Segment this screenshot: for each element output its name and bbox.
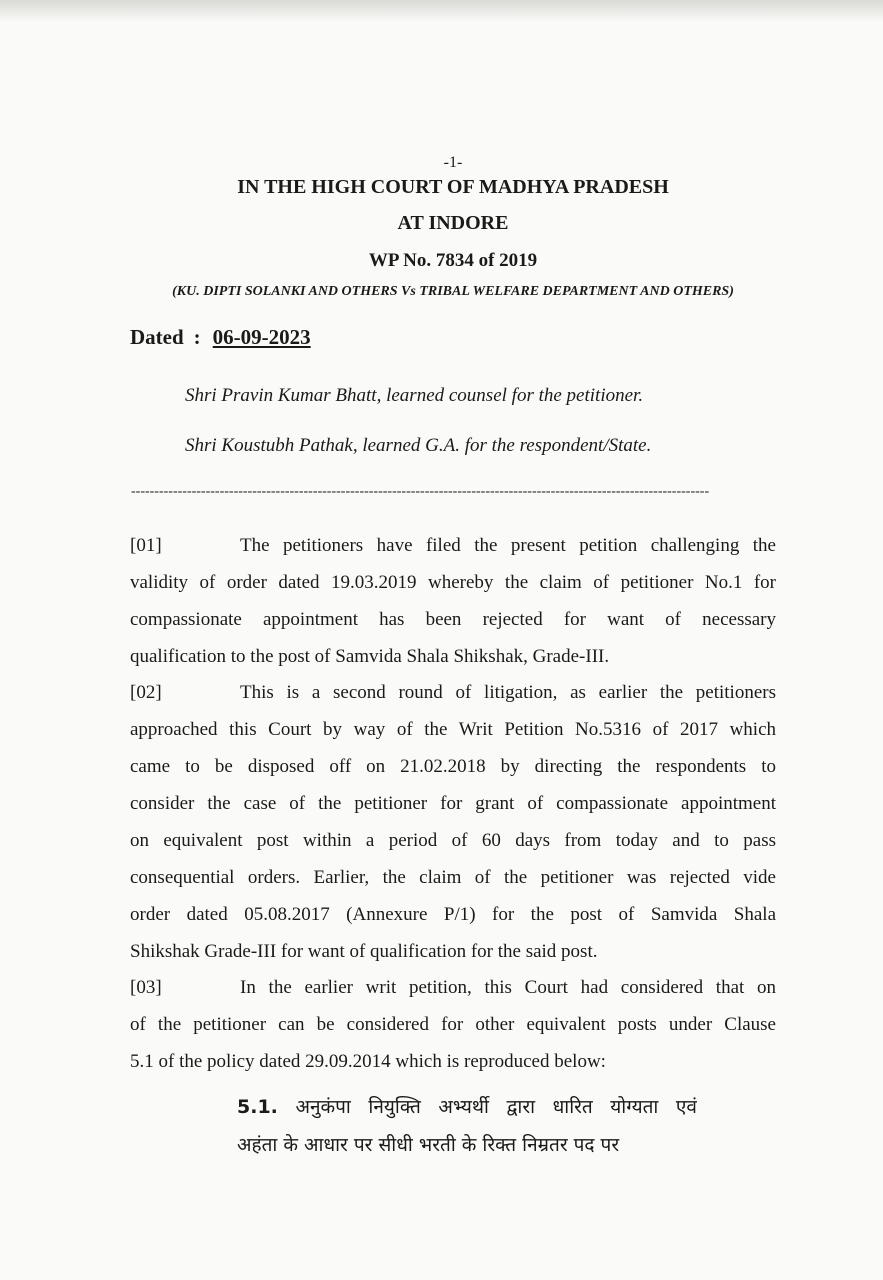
page-shadow-edge: [0, 0, 883, 22]
paragraph-line: compassionate appointment has been rejected for want of necessary: [130, 609, 776, 630]
policy-quote: [237, 1088, 697, 1164]
paragraph-02: [130, 674, 776, 970]
paragraph-number: [02]: [130, 682, 162, 703]
quote-line: अहंता के आधार पर सीधी भरती के रिक्त निम्रतर पद पर: [237, 1134, 620, 1156]
paragraph-line: The petitioners have filed the present petition challenging the: [240, 535, 776, 556]
order-date: 06-09-2023: [212, 325, 311, 349]
paragraph-line: order dated 05.08.2017 (Annexure P/1) for the post of Samvida Shala: [130, 904, 776, 925]
paragraph-line: on equivalent post within a period of 60 days from today and to pass: [130, 830, 776, 851]
paragraph-01: [130, 527, 776, 675]
court-title: IN THE HIGH COURT OF MADHYA PRADESH: [237, 176, 669, 198]
separator-line: ----------------------------------------------------------------------------------------------------------------------------: [131, 484, 710, 499]
bench-title: AT INDORE: [397, 212, 509, 234]
dated-colon: :: [193, 325, 201, 349]
paragraph-line: validity of order dated 19.03.2019 whereby the claim of petitioner No.1 for: [130, 572, 776, 593]
case-number: WP No. 7834 of 2019: [368, 250, 538, 271]
paragraph-line: consider the case of the petitioner for grant of compassionate appointment: [130, 793, 776, 814]
dated-label: Dated: [130, 325, 184, 349]
paragraph-line: consequential orders. Earlier, the claim of the petitioner was rejected vide: [130, 867, 776, 888]
paragraph-03: [130, 969, 776, 1080]
paragraph-line: In the earlier writ petition, this Court had considered that on: [240, 977, 776, 998]
paragraph-number: [03]: [130, 977, 162, 998]
case-parties: (KU. DIPTI SOLANKI AND OTHERS Vs TRIBAL WELFARE DEPARTMENT AND OTHERS): [172, 284, 734, 299]
paragraph-number: [01]: [130, 535, 162, 556]
clause-number: 5.1.: [237, 1096, 278, 1118]
dated-line: [130, 325, 311, 350]
page-number: -1-: [443, 154, 463, 171]
paragraph-line: approached this Court by way of the Writ Petition No.5316 of 2017 which: [130, 719, 776, 740]
quote-line: अनुकंपा नियुक्ति अभ्यर्थी द्वारा धारित योग्यता एवं: [295, 1096, 697, 1118]
counsel-respondent: Shri Koustubh Pathak, learned G.A. for the respondent/State.: [185, 435, 652, 456]
paragraph-line: came to be disposed off on 21.02.2018 by directing the respondents to: [130, 756, 776, 777]
counsel-petitioner: Shri Pravin Kumar Bhatt, learned counsel for the petitioner.: [185, 385, 644, 406]
paragraph-line: This is a second round of litigation, as earlier the petitioners: [240, 682, 776, 703]
paragraph-line: 5.1 of the policy dated 29.09.2014 which is reproduced below:: [130, 1051, 606, 1072]
paragraph-line: of the petitioner can be considered for other equivalent posts under Clause: [130, 1014, 776, 1035]
paragraph-line: qualification to the post of Samvida Shala Shikshak, Grade-III.: [130, 646, 610, 667]
paragraph-line: Shikshak Grade-III for want of qualification for the said post.: [130, 941, 598, 962]
